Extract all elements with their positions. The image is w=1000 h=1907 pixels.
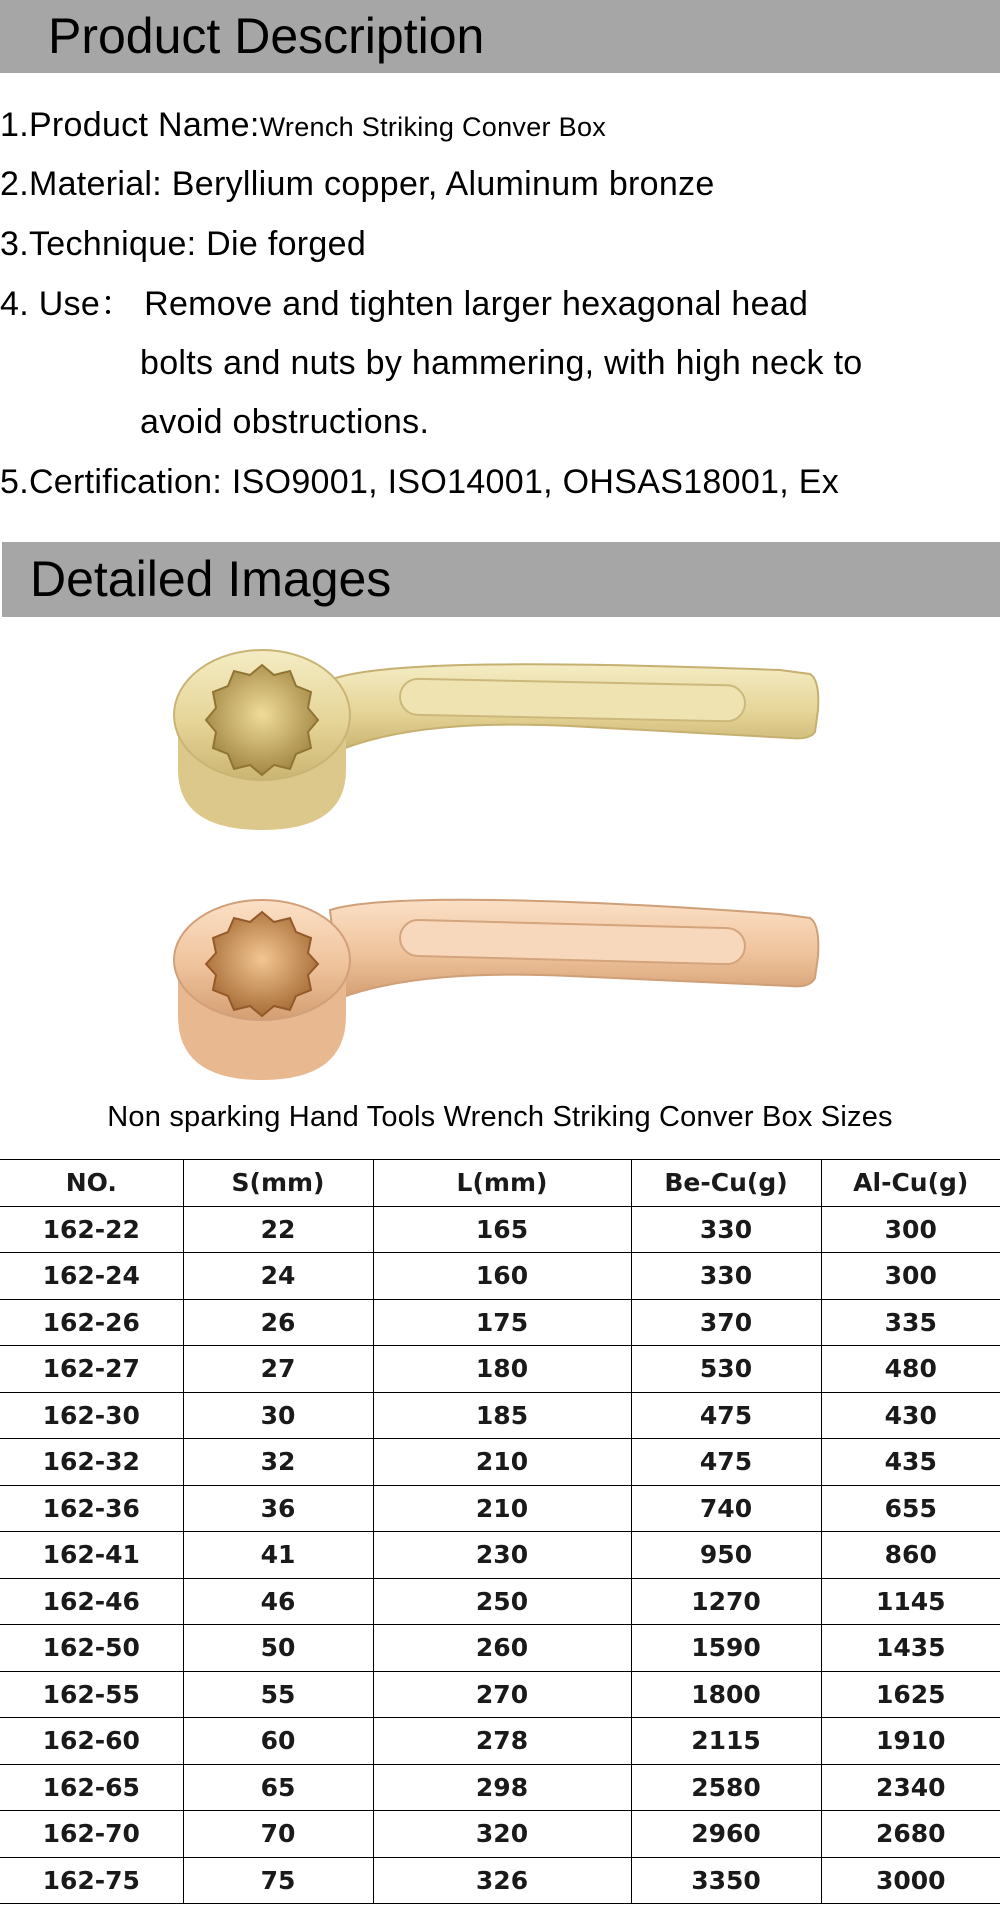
wrench-alcu-icon (0, 898, 1000, 1088)
cell-s: 26 (183, 1299, 373, 1346)
cell-l: 298 (373, 1764, 631, 1811)
table-row (0, 1346, 1000, 1393)
use-line-3: avoid obstructions. (140, 403, 430, 441)
header-s: S(mm) (183, 1160, 373, 1207)
cell-s: 30 (183, 1392, 373, 1439)
cell-s: 70 (183, 1811, 373, 1858)
cell-alcu: 2680 (821, 1811, 1000, 1858)
cell-becu: 1800 (631, 1671, 821, 1718)
cell-becu: 330 (631, 1253, 821, 1300)
cell-no: 162-36 (0, 1485, 183, 1532)
header-l: L(mm) (373, 1160, 631, 1207)
product-name-line (0, 95, 606, 157)
cell-alcu: 480 (821, 1346, 1000, 1393)
cell-l: 320 (373, 1811, 631, 1858)
table-row (0, 1671, 1000, 1718)
header-becu: Be-Cu(g) (631, 1160, 821, 1207)
cell-no: 162-65 (0, 1764, 183, 1811)
product-name-value: Wrench Striking Conver Box (259, 112, 607, 142)
cell-s: 36 (183, 1485, 373, 1532)
cell-no: 162-24 (0, 1253, 183, 1300)
cell-alcu: 3000 (821, 1857, 1000, 1904)
cell-alcu: 1435 (821, 1625, 1000, 1672)
table-row (0, 1392, 1000, 1439)
table-row (0, 1485, 1000, 1532)
cell-s: 27 (183, 1346, 373, 1393)
cell-s: 65 (183, 1764, 373, 1811)
material-line: 2.Material: Beryllium copper, Aluminum bronze (0, 165, 715, 203)
cell-l: 210 (373, 1439, 631, 1486)
cell-becu: 530 (631, 1346, 821, 1393)
cell-becu: 330 (631, 1206, 821, 1253)
cell-s: 75 (183, 1857, 373, 1904)
wrench-becu-icon (0, 640, 1000, 840)
cell-no: 162-75 (0, 1857, 183, 1904)
cell-l: 210 (373, 1485, 631, 1532)
cell-alcu: 435 (821, 1439, 1000, 1486)
cell-s: 32 (183, 1439, 373, 1486)
cell-alcu: 655 (821, 1485, 1000, 1532)
cell-becu: 370 (631, 1299, 821, 1346)
cell-no: 162-70 (0, 1811, 183, 1858)
cell-s: 41 (183, 1532, 373, 1579)
cell-l: 326 (373, 1857, 631, 1904)
table-row (0, 1625, 1000, 1672)
cell-becu: 2580 (631, 1764, 821, 1811)
cell-l: 278 (373, 1718, 631, 1765)
cell-no: 162-41 (0, 1532, 183, 1579)
table-row (0, 1857, 1000, 1904)
table-caption: Non sparking Hand Tools Wrench Striking Conver Box Sizes (107, 1101, 893, 1133)
cell-no: 162-32 (0, 1439, 183, 1486)
cell-s: 46 (183, 1578, 373, 1625)
cell-alcu: 335 (821, 1299, 1000, 1346)
table-row (0, 1718, 1000, 1765)
cell-alcu: 860 (821, 1532, 1000, 1579)
table-row (0, 1578, 1000, 1625)
cell-l: 175 (373, 1299, 631, 1346)
cell-no: 162-55 (0, 1671, 183, 1718)
use-line-2: bolts and nuts by hammering, with high neck to (140, 344, 863, 382)
cell-alcu: 1145 (821, 1578, 1000, 1625)
table-row (0, 1206, 1000, 1253)
wrench-image-becu (0, 640, 1000, 840)
cell-alcu: 300 (821, 1253, 1000, 1300)
header-no: NO. (0, 1160, 183, 1207)
wrench-image-alcu (0, 898, 1000, 1088)
detailed-images-title: Detailed Images (30, 551, 392, 607)
cell-s: 24 (183, 1253, 373, 1300)
cell-alcu: 430 (821, 1392, 1000, 1439)
cell-no: 162-26 (0, 1299, 183, 1346)
header-alcu: Al-Cu(g) (821, 1160, 1000, 1207)
cell-alcu: 1910 (821, 1718, 1000, 1765)
product-description-title: Product Description (48, 8, 485, 64)
cell-s: 50 (183, 1625, 373, 1672)
cell-becu: 1270 (631, 1578, 821, 1625)
cell-l: 160 (373, 1253, 631, 1300)
table-row (0, 1764, 1000, 1811)
product-name-label: 1.Product Name: (0, 106, 260, 144)
technique-line: 3.Technique: Die forged (0, 225, 367, 263)
table-row (0, 1811, 1000, 1858)
cell-l: 250 (373, 1578, 631, 1625)
cell-becu: 1590 (631, 1625, 821, 1672)
table-header-row (0, 1160, 1000, 1207)
table-row (0, 1439, 1000, 1486)
cell-no: 162-60 (0, 1718, 183, 1765)
cell-l: 180 (373, 1346, 631, 1393)
table-row (0, 1299, 1000, 1346)
certification-line: 5.Certification: ISO9001, ISO14001, OHSAS18001, Ex (0, 463, 840, 501)
cell-s: 60 (183, 1718, 373, 1765)
cell-s: 22 (183, 1206, 373, 1253)
cell-no: 162-27 (0, 1346, 183, 1393)
cell-s: 55 (183, 1671, 373, 1718)
cell-l: 185 (373, 1392, 631, 1439)
cell-alcu: 300 (821, 1206, 1000, 1253)
cell-becu: 740 (631, 1485, 821, 1532)
product-description-banner (0, 0, 1000, 73)
cell-becu: 950 (631, 1532, 821, 1579)
cell-no: 162-46 (0, 1578, 183, 1625)
cell-becu: 475 (631, 1439, 821, 1486)
table-row (0, 1253, 1000, 1300)
detailed-images-banner (2, 542, 1000, 617)
cell-becu: 3350 (631, 1857, 821, 1904)
cell-no: 162-50 (0, 1625, 183, 1672)
cell-becu: 475 (631, 1392, 821, 1439)
table-row (0, 1532, 1000, 1579)
cell-l: 165 (373, 1206, 631, 1253)
sizes-table (0, 1159, 1000, 1904)
cell-l: 270 (373, 1671, 631, 1718)
cell-alcu: 2340 (821, 1764, 1000, 1811)
cell-alcu: 1625 (821, 1671, 1000, 1718)
cell-l: 260 (373, 1625, 631, 1672)
cell-becu: 2115 (631, 1718, 821, 1765)
cell-becu: 2960 (631, 1811, 821, 1858)
use-line-1: 4. Use： Remove and tighten larger hexagonal head (0, 285, 809, 323)
cell-no: 162-22 (0, 1206, 183, 1253)
cell-l: 230 (373, 1532, 631, 1579)
cell-no: 162-30 (0, 1392, 183, 1439)
